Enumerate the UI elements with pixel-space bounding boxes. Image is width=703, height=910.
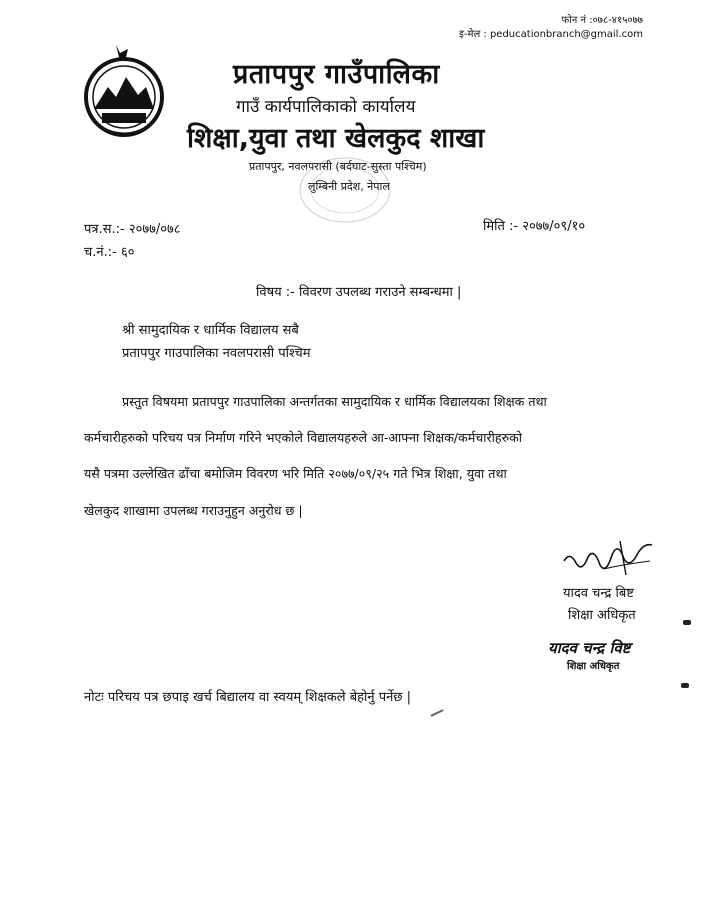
signatory-name: यादव चन्द्र बिष्ट [563,586,634,601]
body-line-4: खेलकुद शाखामा उपलब्ध गराउनुहुन अनुरोध छ | [84,503,303,518]
recipient-line-1: श्री सामुदायिक र धार्मिक विद्यालय सबै [122,323,299,338]
letter-subject: विषय :- विवरण उपलब्ध गराउने सम्बन्धमा | [256,285,462,300]
org-name: प्रतापपुर गाउँपालिका [233,59,440,90]
address-line-1: प्रतापपुर, नवलपरासी (बर्दघाट-सुस्ता पश्चिम) [249,160,427,173]
signatory-title: शिक्षा अधिकृत [568,608,636,623]
letter-date: मिति :- २०७७/०९/१० [483,219,586,234]
body-line-3: यसै पत्रमा उल्लेखित ढाँचा बमोजिम विवरण भरि मिति २०७७/०९/२५ गते भित्र शिक्षा, युवा तथा [84,466,507,481]
footnote: नोटः परिचय पत्र छपाइ खर्च बिद्यालय वा स्वयम् शिक्षकले बेहोर्नु पर्नेछ | [84,690,411,705]
name-stamp-text: यादव चन्द्र विष्ट [548,639,631,657]
scan-mark [681,683,689,688]
branch-name: शिक्षा,युवा तथा खेलकुद शाखा [187,123,485,154]
email-address[interactable]: इ-मेल : peducationbranch@gmail.com [458,29,643,40]
dispatch-number: च.नं.:- ६० [84,245,135,260]
scan-mark [683,620,691,625]
office-stamp-mark [290,150,400,230]
body-line-2: कर्मचारीहरुको परिचय पत्र निर्माण गरिने भएकोले विद्यालयहरुले आ-आफ्ना शिक्षक/कर्मचारीहरुको [84,430,523,445]
address-line-2: लुम्बिनी प्रदेश, नेपाल [308,180,390,193]
nepal-emblem-logo [80,43,168,143]
reference-number: पत्र.स.:- २०७७/०७८ [84,222,181,237]
handwritten-signature [560,535,660,580]
name-stamp-title: शिक्षा अधिकृत [567,661,620,672]
phone-number: फोन नं :०७८-४१५०७७ [561,15,643,26]
body-line-1: प्रस्तुत विषयमा प्रतापपुर गाउपालिका अन्तर्गतका सामुदायिक र धार्मिक विद्यालयका शिक्षक तथा [122,394,547,409]
office-name: गाउँ कार्यपालिकाको कार्यालय [236,97,416,117]
scan-mark [430,709,444,717]
recipient-line-2: प्रतापपुर गाउपालिका नवलपरासी पश्चिम [122,346,311,361]
